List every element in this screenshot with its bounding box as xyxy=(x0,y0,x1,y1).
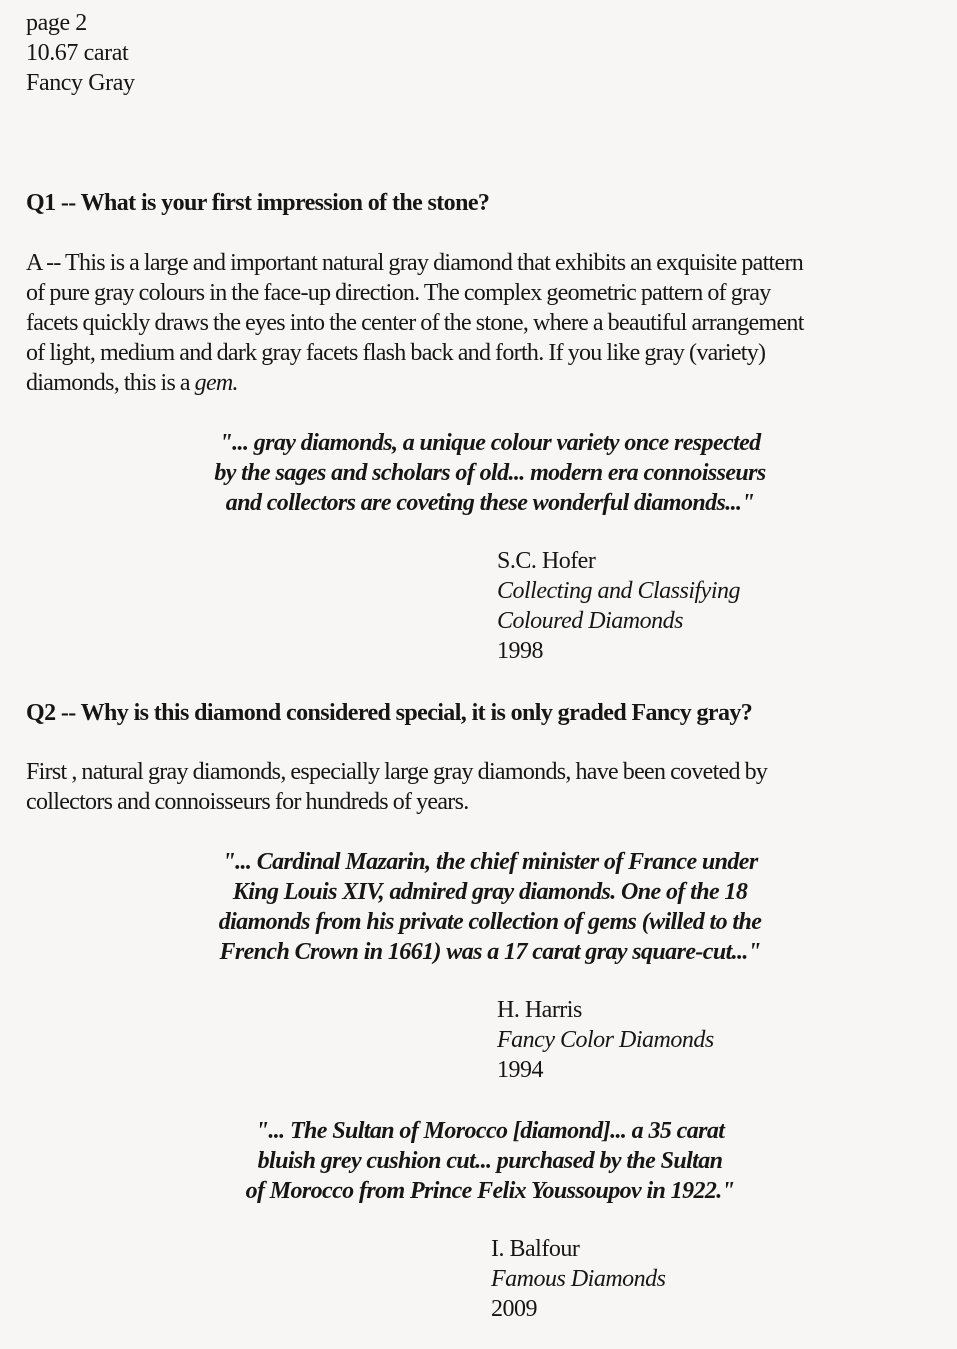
color-grade: Fancy Gray xyxy=(26,70,135,96)
quote-2-line: diamonds from his private collection of gems (willed to the xyxy=(218,909,762,935)
citation-1-title: Coloured Diamonds xyxy=(497,608,683,634)
answer-2-line: First , natural gray diamonds, especially large gray diamonds, have been coveted by xyxy=(26,759,768,785)
quote-2-line: French Crown in 1661) was a 17 carat gray square-cut..." xyxy=(219,939,761,965)
page-number: page 2 xyxy=(26,10,87,36)
quote-3-line: of Morocco from Prince Felix Youssoupov in 1922." xyxy=(245,1178,735,1204)
quote-3-line: bluish grey cushion cut... purchased by the Sultan xyxy=(257,1148,723,1174)
citation-1-title: Collecting and Classifying xyxy=(497,578,740,604)
quote-2-line: King Louis XIV, admired gray diamonds. One of the 18 xyxy=(232,879,748,905)
answer-1-line xyxy=(26,368,951,398)
answer-2-line: collectors and connoisseurs for hundreds of years. xyxy=(26,789,469,815)
answer-1-line: of light, medium and dark gray facets flash back and forth. If you like gray (variety) xyxy=(26,340,766,366)
answer-1-line: facets quickly draws the eyes into the center of the stone, where a beautiful arrangement xyxy=(26,310,804,336)
quote-1-line: "... gray diamonds, a unique colour variety once respected xyxy=(219,430,761,456)
citation-1-year: 1998 xyxy=(497,638,543,664)
quote-2-line: "... Cardinal Mazarin, the chief minister of France under xyxy=(222,849,758,875)
quote-1-line: and collectors are coveting these wonderful diamonds..." xyxy=(225,490,755,516)
citation-2 xyxy=(497,995,714,1085)
citation-2-author: H. Harris xyxy=(497,997,582,1023)
answer-2 xyxy=(26,757,951,817)
answer-1 xyxy=(26,248,951,398)
answer-1-emphasis: gem. xyxy=(194,370,238,396)
citation-3-title: Famous Diamonds xyxy=(491,1266,666,1292)
citation-2-title: Fancy Color Diamonds xyxy=(497,1027,714,1053)
document-header xyxy=(26,8,135,98)
citation-2-year: 1994 xyxy=(497,1057,543,1083)
quote-3 xyxy=(170,1116,810,1206)
question-1: Q1 -- What is your first impression of the stone? xyxy=(26,190,490,216)
citation-1 xyxy=(497,546,740,666)
carat-weight: 10.67 carat xyxy=(26,40,129,66)
quote-1-line: by the sages and scholars of old... modern era connoisseurs xyxy=(214,460,766,486)
answer-1-line: A -- This is a large and important natural gray diamond that exhibits an exquisite pattern xyxy=(26,250,804,276)
answer-1-line: of pure gray colours in the face-up direction. The complex geometric pattern of gray xyxy=(26,280,771,306)
citation-1-author: S.C. Hofer xyxy=(497,548,596,574)
answer-1-last-text: diamonds, this is a xyxy=(26,370,195,396)
quote-1 xyxy=(160,428,820,518)
citation-3-year: 2009 xyxy=(491,1296,537,1322)
question-2: Q2 -- Why is this diamond considered special, it is only graded Fancy gray? xyxy=(26,700,753,726)
citation-3-author: I. Balfour xyxy=(491,1236,580,1262)
citation-3 xyxy=(491,1234,666,1324)
quote-2 xyxy=(160,847,820,967)
quote-3-line: "... The Sultan of Morocco [diamond]... a 35 carat xyxy=(255,1118,725,1144)
